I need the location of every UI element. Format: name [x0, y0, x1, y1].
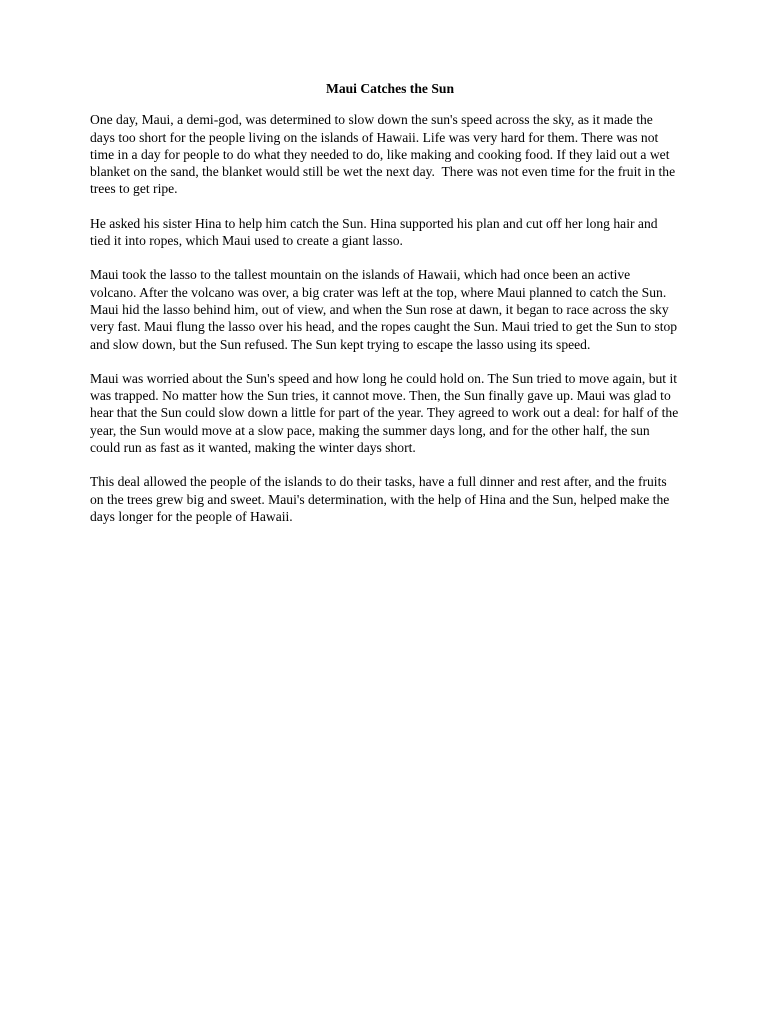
paragraph-4: Maui was worried about the Sun's speed and how long he could hold on. The Sun tried to move again, but it was trapped. No matter how the Sun tries, it cannot move. Then, the Sun finally gave up. Maui was glad to hear that the Sun could slow down a little for part of the year. They agreed to work out a deal: for half of the year, the Sun would move at a slow pace, making the summer days long, and for the other half, the sun could run as fast as it wanted, making the winter days short.: [90, 370, 682, 456]
paragraph-1: One day, Maui, a demi-god, was determined to slow down the sun's speed across the sky, as it made the days too short for the people living on the islands of Hawaii. Life was very hard for them. There was not time in a day for people to do what they needed to do, like making and cooking food. If they laid out a wet blanket on the sand, the blanket would still be wet the next day. There was not even time for the fruit in the trees to get ripe.: [90, 112, 679, 197]
document-title: Maui Catches the Sun: [325, 81, 455, 96]
paragraph-2: He asked his sister Hina to help him catch the Sun. Hina supported his plan and cut off her long hair and tied it into ropes, which Maui used to create a giant lasso.: [90, 215, 661, 249]
paragraph-3: Maui took the lasso to the tallest mountain on the islands of Hawaii, which had once been an active volcano. After the volcano was over, a big crater was left at the top, where Maui planned to catch the Sun. Maui hid the lasso behind him, out of view, and when the Sun rose at dawn, it began to race across the sky very fast. Maui flung the lasso over his head, and the ropes caught the Sun. Maui tried to get the Sun to stop and slow down, but the Sun refused. The Sun kept trying to escape the lasso using its speed.: [90, 267, 681, 352]
paragraph-5: This deal allowed the people of the islands to do their tasks, have a full dinner and rest after, and the fruits on the trees grew big and sweet. Maui's determination, with the help of Hina and the Sun, helped make the days longer for the people of Hawaii.: [90, 474, 673, 524]
document-page: [90, 80, 680, 542]
